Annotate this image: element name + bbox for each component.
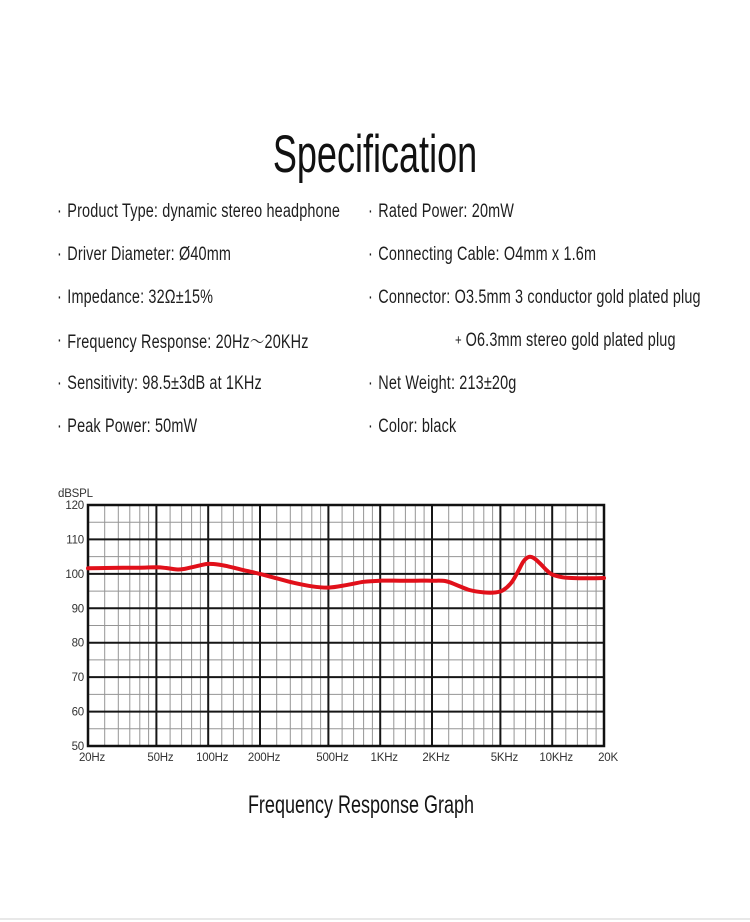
x-tick-label: 2KHz	[422, 752, 450, 764]
spec-item-color	[368, 405, 701, 448]
x-tick-label: 100Hz	[196, 752, 229, 764]
bullet-dot: ·	[57, 329, 62, 351]
frequency-response-chart	[0, 480, 750, 780]
bullet-dot: ·	[57, 243, 62, 265]
spec-item-impedance	[57, 276, 340, 319]
y-tick-label: 90	[71, 603, 84, 616]
spec-text: Product Type: dynamic stereo headphone	[67, 200, 341, 222]
bottom-divider	[0, 918, 750, 920]
bullet-dot: ·	[57, 286, 62, 308]
bullet-dot: ·	[368, 243, 373, 265]
spec-item-rated-power	[368, 190, 701, 233]
spec-item-peak-power	[57, 405, 340, 448]
y-tick-label: 110	[66, 534, 84, 547]
spec-text: Frequency Response: 20Hz～20KHz	[67, 332, 309, 353]
spec-text: Connector: O3.5mm 3 conductor gold plated plug	[378, 286, 701, 308]
y-axis-title: dBSPL	[58, 488, 93, 500]
x-tick-label: 5KHz	[490, 752, 519, 764]
x-tick-label: 1KHz	[370, 752, 398, 764]
y-tick-label: 120	[65, 500, 84, 512]
x-tick-label: 20K	[598, 752, 618, 764]
spec-item-net-weight	[368, 362, 701, 405]
bullet-dot: ·	[57, 372, 62, 394]
bullet-plus: +	[455, 332, 462, 349]
spec-text: Rated Power: 20mW	[378, 200, 515, 222]
y-tick-label: 100	[65, 568, 84, 581]
bullet-dot: ·	[368, 415, 373, 437]
spec-text: Impedance: 32Ω±15%	[67, 286, 214, 308]
y-tick-label: 50	[71, 741, 84, 753]
spec-text: Color: black	[378, 415, 457, 437]
x-tick-label: 50Hz	[147, 752, 174, 764]
frequency-response-plot	[0, 480, 750, 780]
y-tick-label: 70	[71, 672, 84, 685]
spec-item-frequency-response	[57, 319, 340, 362]
spec-item-product-type	[57, 190, 340, 233]
spec-item-connecting-cable	[368, 233, 701, 276]
spec-text: Net Weight: 213±20g	[378, 372, 517, 394]
spec-item-connector-continued	[455, 319, 722, 362]
spec-text: Driver Diameter: Ø40mm	[67, 243, 232, 265]
spec-item-connector	[368, 276, 701, 319]
y-tick-label: 80	[71, 637, 84, 650]
spec-item-sensitivity	[57, 362, 340, 405]
spec-text: Connecting Cable: O4mm x 1.6m	[378, 243, 597, 265]
spec-column-right	[368, 190, 750, 448]
spec-text: Peak Power: 50mW	[67, 415, 198, 437]
bullet-dot: ·	[57, 200, 62, 222]
spec-item-driver-diameter	[57, 233, 340, 276]
bullet-dot: ·	[368, 286, 373, 308]
bullet-dot: ·	[368, 200, 373, 222]
spec-text: O6.3mm stereo gold plated plug	[465, 329, 676, 351]
chart-caption: Frequency Response Graph	[247, 791, 475, 819]
bullet-dot: ·	[57, 415, 62, 437]
bullet-dot: ·	[368, 372, 373, 394]
x-tick-label: 20Hz	[78, 752, 106, 764]
x-tick-label: 500Hz	[316, 752, 349, 764]
x-tick-label: 10KHz	[539, 752, 573, 764]
x-tick-label: 200Hz	[247, 752, 281, 764]
page-title: Specification	[272, 124, 478, 184]
y-tick-label: 60	[71, 706, 84, 719]
spec-text: Sensitivity: 98.5±3dB at 1KHz	[67, 372, 262, 394]
